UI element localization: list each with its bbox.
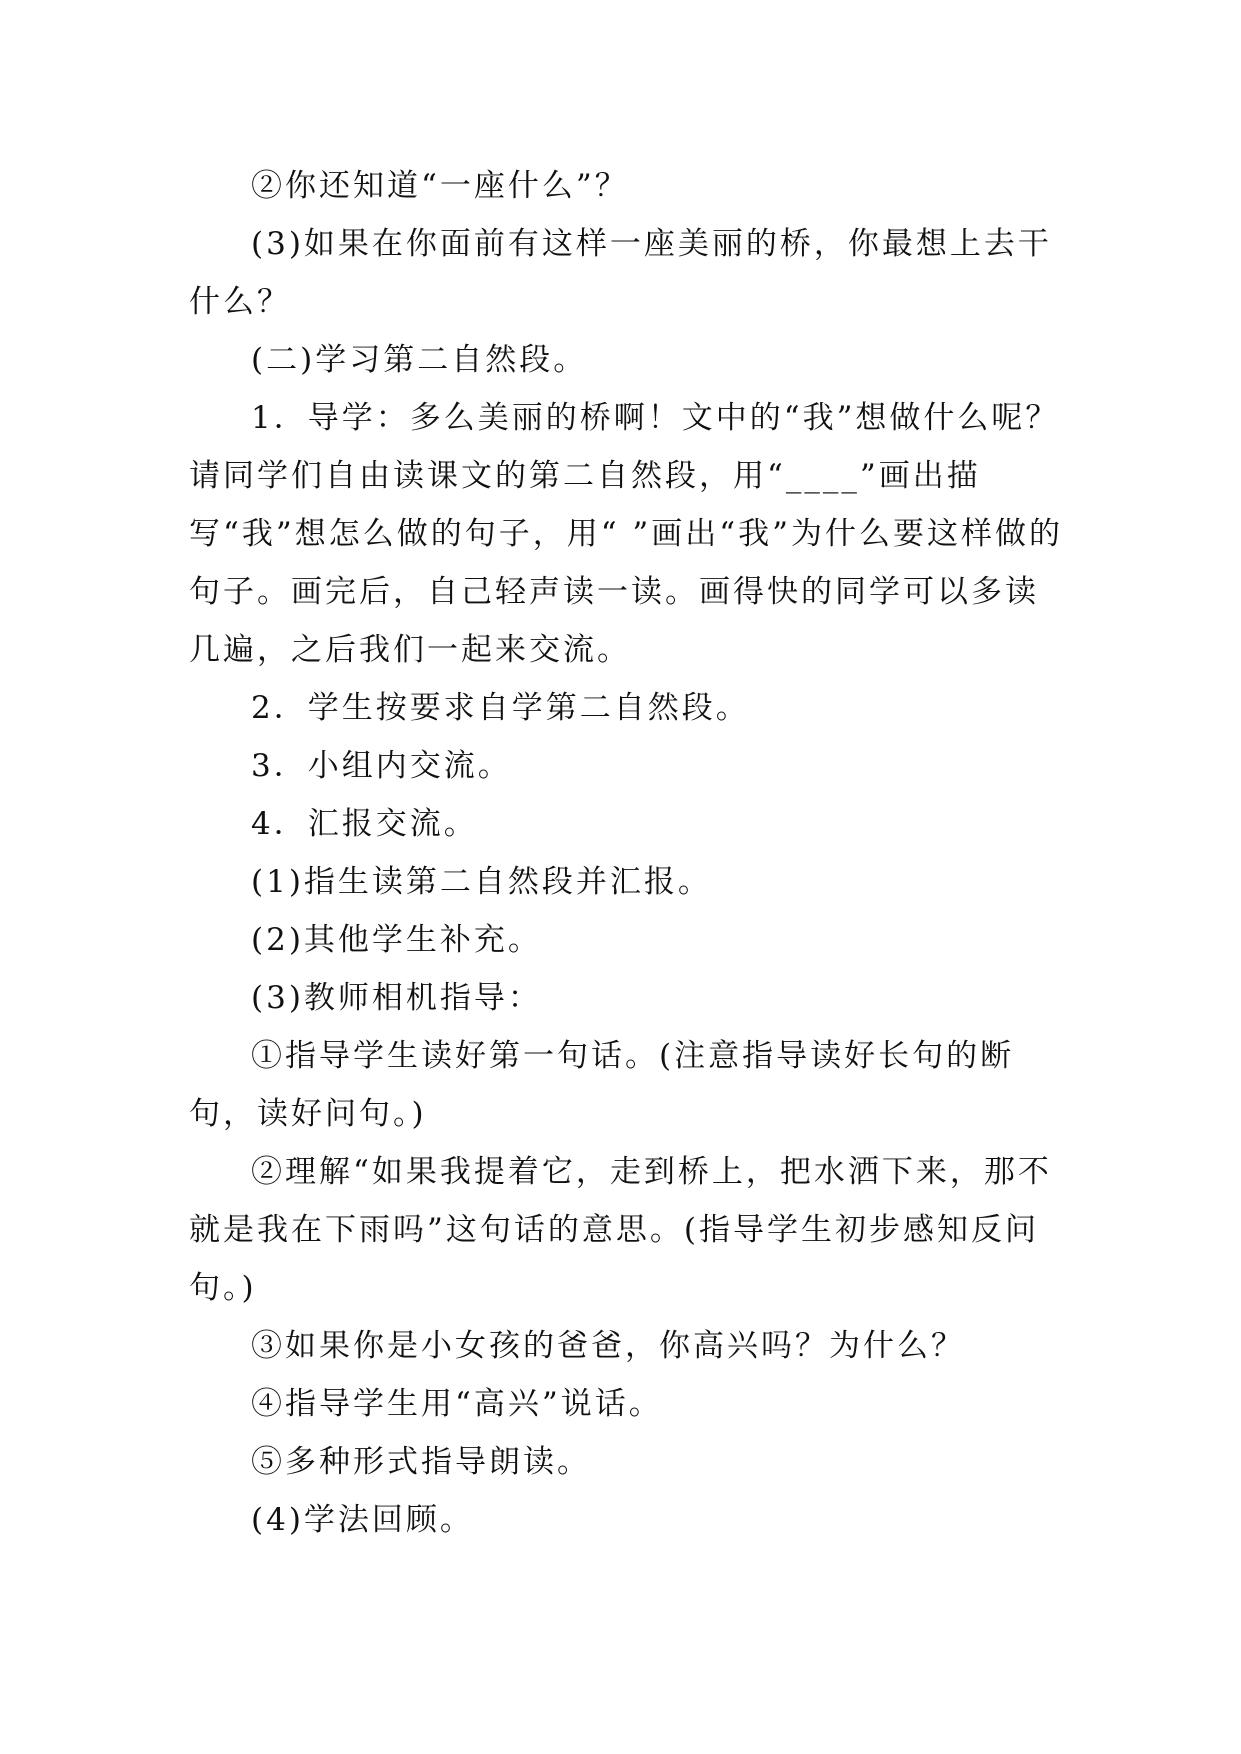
paragraph-beautiful-bridge-question: (3)如果在你面前有这样一座美丽的桥，你最想上去干什么？ xyxy=(189,226,1052,320)
paragraph-section-two-heading: (二)学习第二自然段。 xyxy=(251,342,588,378)
paragraph-group-discussion: 3．小组内交流。 xyxy=(251,748,512,784)
paragraph-know-a-what: ②你还知道“一座什么”？ xyxy=(251,168,629,204)
paragraph-father-happy-question: ③如果你是小女孩的爸爸，你高兴吗？为什么？ xyxy=(251,1328,965,1364)
paragraph-report-exchange: 4．汇报交流。 xyxy=(251,806,478,842)
paragraph-teacher-guidance: (3)教师相机指导： xyxy=(251,980,542,1016)
paragraph-self-study: 2．学生按要求自学第二自然段。 xyxy=(251,690,750,726)
document-body xyxy=(189,157,1069,1549)
paragraph-students-supplement: (2)其他学生补充。 xyxy=(251,922,542,958)
paragraph-guided-learning: 1．导学：多么美丽的桥啊！文中的“我”想做什么呢？请同学们自由读课文的第二自然段，用“____”画出描写“我”想怎么做的句子，用“ ”画出“我”为什么要这样做的句子。画完后，自己轻声读一读。画得快的同学可以多读几遍，之后我们一起来交流。 xyxy=(189,400,1063,668)
paragraph-first-sentence-guidance: ①指导学生读好第一句话。(注意指导读好长句的断句，读好问句。) xyxy=(189,1038,1015,1132)
paragraph-understand-sentence: ②理解“如果我提着它，走到桥上，把水洒下来，那不就是我在下雨吗”这句话的意思。(指导学生初步感知反问句。) xyxy=(189,1154,1052,1306)
paragraph-method-review: (4)学法回顾。 xyxy=(251,1502,474,1538)
paragraph-student-report: (1)指生读第二自然段并汇报。 xyxy=(251,864,712,900)
paragraph-speak-with-happy: ④指导学生用“高兴”说话。 xyxy=(251,1386,663,1422)
paragraph-reading-aloud: ⑤多种形式指导朗读。 xyxy=(251,1444,591,1480)
